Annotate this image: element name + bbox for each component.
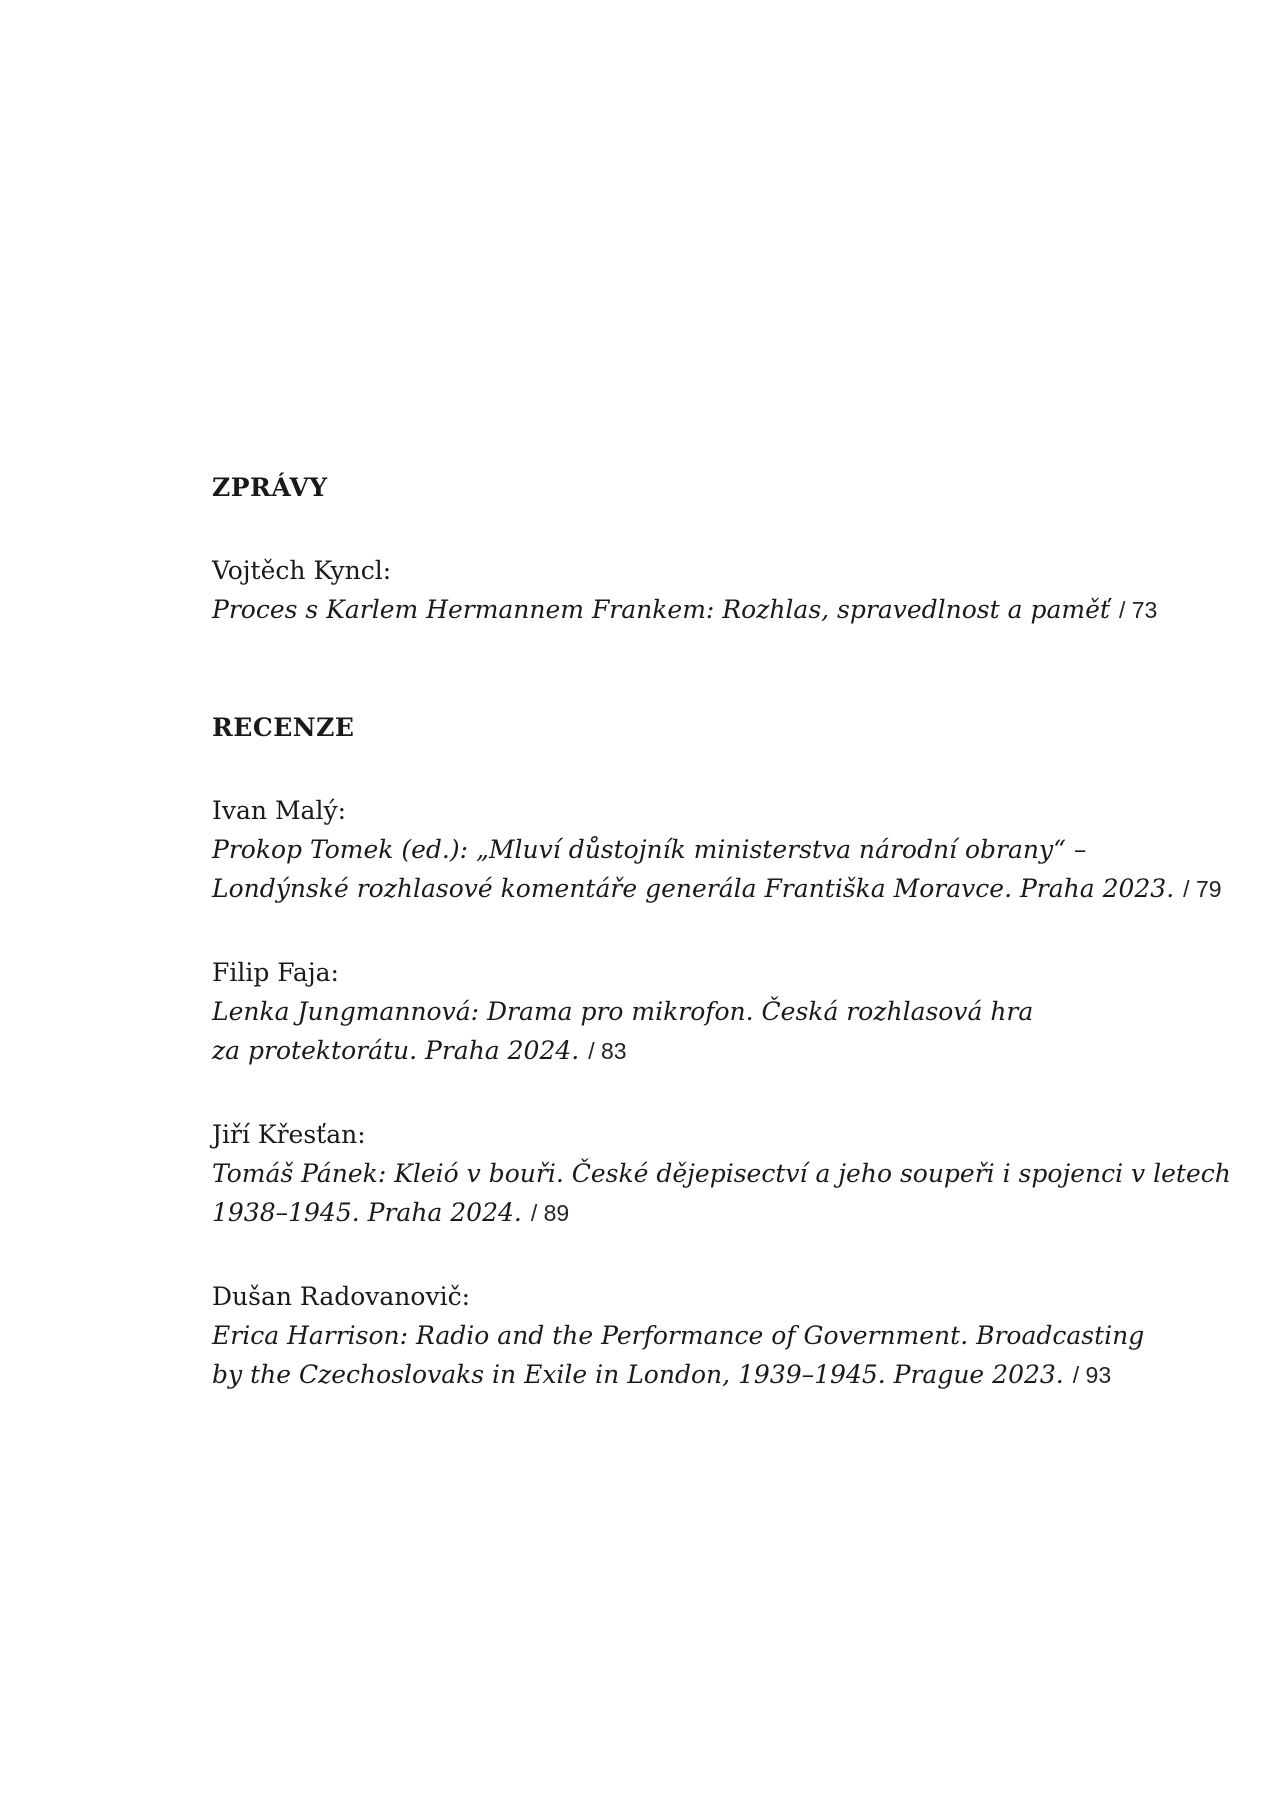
toc-entry <box>212 1115 1231 1233</box>
entry-author: Jiří Křesťan: <box>212 1120 366 1149</box>
entry-page-number: / 83 <box>588 1038 627 1064</box>
entry-title-line <box>212 992 1220 1031</box>
entry-title-line <box>212 1031 1220 1071</box>
toc-entry <box>212 1277 1220 1395</box>
entry-title-line <box>212 1355 1220 1395</box>
entry-title-text: Prokop Tomek (ed.): „Mluví důstojník ministerstva národní obrany“ – <box>212 835 1087 864</box>
entry-title-line <box>212 1193 1220 1233</box>
entry-title-line <box>212 869 1220 909</box>
toc-entry <box>212 953 1220 1071</box>
entry-author: Vojtěch Kyncl: <box>212 556 392 585</box>
entry-author: Dušan Radovanovič: <box>212 1282 471 1311</box>
entry-page-number: / 79 <box>1183 876 1222 902</box>
entry-author: Filip Faja: <box>212 958 339 987</box>
entry-page-number: / 93 <box>1072 1362 1112 1388</box>
entry-title-line <box>212 590 1220 630</box>
entry-author: Ivan Malý: <box>212 796 346 825</box>
entry-title-line <box>212 830 1220 869</box>
toc-entry <box>212 551 1220 630</box>
entry-page-number: / 73 <box>1118 597 1158 623</box>
section-zpravy <box>212 468 1220 630</box>
entry-title-line <box>212 1154 1231 1193</box>
entry-title-text: 1938–1945. Praha 2024. <box>212 1198 522 1227</box>
section-recenze <box>212 708 1231 1395</box>
entry-title-text: Erica Harrison: Radio and the Performance of Government. Broadcasting <box>212 1321 1145 1350</box>
entry-title-text: Londýnské rozhlasové komentáře generála Františka Moravce. Praha 2023. <box>212 874 1175 903</box>
toc-entry <box>212 791 1220 909</box>
entry-title-text: Tomáš Pánek: Kleió v bouři. České dějepisectví a jeho soupeři i spojenci v letech <box>212 1159 1231 1188</box>
entry-title-text: Lenka Jungmannová: Drama pro mikrofon. Česká rozhlasová hra <box>212 997 1034 1026</box>
entry-page-number: / 89 <box>530 1200 570 1226</box>
section-heading: RECENZE <box>212 713 355 742</box>
section-heading: ZPRÁVY <box>212 473 328 502</box>
entry-title-line <box>212 1316 1220 1355</box>
entry-title-text: za protektorátu. Praha 2024. <box>212 1036 580 1065</box>
entry-title-text: Proces s Karlem Hermannem Frankem: Rozhlas, spravedlnost a paměť <box>212 595 1110 624</box>
entry-title-text: by the Czechoslovaks in Exile in London, 1939–1945. Prague 2023. <box>212 1360 1064 1389</box>
